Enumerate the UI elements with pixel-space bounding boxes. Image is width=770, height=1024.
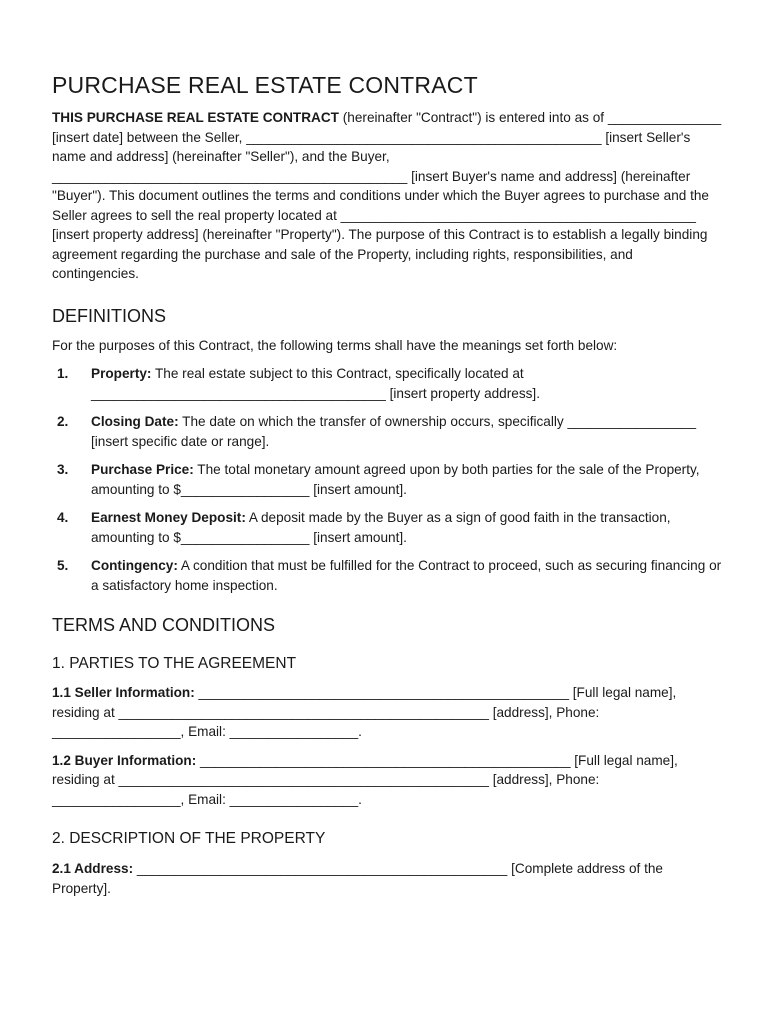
property-address — [52, 859, 722, 898]
property-address-text: _________________________________________________ [Complete address of the Property]. — [52, 861, 663, 896]
definition-item-purchase-price — [52, 460, 722, 499]
definition-number: 1. — [57, 366, 69, 381]
document-content — [52, 66, 722, 898]
definition-item-contingency — [52, 556, 722, 595]
buyer-information-label: 1.2 Buyer Information: — [52, 752, 197, 768]
definition-text: The total monetary amount agreed upon by both parties for the sale of the Property, amounting to $_________________ [insert amount]. — [91, 462, 700, 497]
definitions-intro: For the purposes of this Contract, the following terms shall have the meanings set forth below: — [52, 337, 618, 353]
intro-text: (hereinafter "Contract") is entered into as of _______________ [insert date] between the Seller, _______________________________________________ [insert Seller's name and address] (hereinafter "Seller"), and the Buyer, _______________________________________________ [insert Buyer's name and address] (hereinafter "Buyer"). This document outlines the terms and conditions under which the Buyer agrees to purchase and the Seller agrees to sell the real property located at _______________________________________________ [insert property address] (hereinafter "Property"). The purpose of this Contract is to establish a legally binding agreement regarding the purchase and sale of the Property, including rights, responsibilities, and contingencies. — [52, 110, 722, 281]
definition-term: Contingency: — [91, 558, 178, 573]
intro-paragraph — [52, 108, 722, 284]
definition-number: 3. — [57, 462, 69, 477]
definition-item-closing-date — [52, 412, 722, 451]
definition-term: Closing Date: — [91, 414, 179, 429]
definition-item-earnest-money — [52, 508, 722, 547]
definition-term: Purchase Price: — [91, 462, 194, 477]
definition-text: The real estate subject to this Contract, specifically located at _______________________________________ [insert property address]. — [91, 366, 540, 401]
definition-text: The date on which the transfer of ownership occurs, specifically _________________ [insert specific date or range]. — [91, 414, 697, 449]
parties-heading: 1. PARTIES TO THE AGREEMENT — [52, 655, 297, 672]
definitions-list — [52, 364, 722, 595]
definition-number: 2. — [57, 414, 69, 429]
definition-term: Earnest Money Deposit: — [91, 510, 246, 525]
property-address-label: 2.1 Address: — [52, 861, 134, 876]
definition-text: A condition that must be fulfilled for the Contract to proceed, such as securing financing or a satisfactory home inspection. — [91, 558, 722, 593]
definition-number: 4. — [57, 510, 69, 525]
document-title: PURCHASE REAL ESTATE CONTRACT — [52, 72, 478, 98]
seller-information — [52, 683, 722, 742]
buyer-information — [52, 751, 722, 810]
intro-bold-lead: THIS PURCHASE REAL ESTATE CONTRACT — [52, 110, 339, 125]
definition-term: Property: — [91, 366, 152, 381]
definitions-heading: DEFINITIONS — [52, 305, 167, 326]
definition-number: 5. — [57, 558, 69, 573]
terms-heading: TERMS AND CONDITIONS — [52, 615, 276, 635]
buyer-information-text: _________________________________________________ [Full legal name], residing at _________________________________________________ [address], Phone: _________________, Email: _________________. — [52, 752, 678, 807]
seller-information-text: _________________________________________________ [Full legal name], residing at _________________________________________________ [address], Phone: _________________, Email: _________________. — [52, 685, 677, 739]
seller-information-label: 1.1 Seller Information: — [52, 685, 195, 700]
definition-item-property — [52, 364, 722, 403]
property-description-heading: 2. DESCRIPTION OF THE PROPERTY — [52, 830, 326, 847]
definition-text: A deposit made by the Buyer as a sign of good faith in the transaction, amounting to $_________________ [insert amount]. — [91, 510, 671, 545]
